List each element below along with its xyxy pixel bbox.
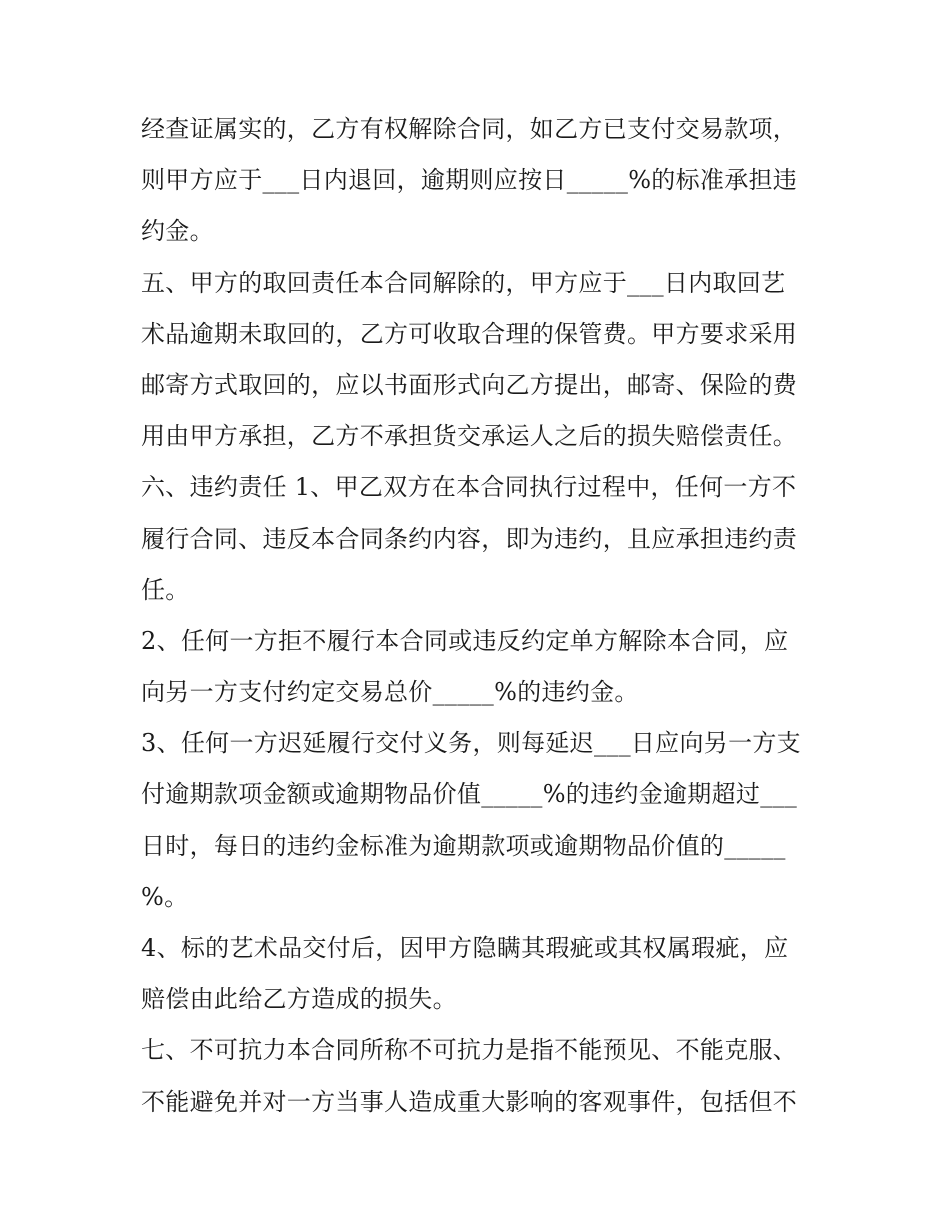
- clause-2-line: 2、任何一方拒不履行本合同或违反约定单方解除本合同，应: [141, 626, 789, 655]
- text-line: 经查证属实的，乙方有权解除合同，如乙方已支付交易款项，: [141, 115, 798, 143]
- section-6-heading-line: 六、违约责任 1、甲乙双方在本合同执行过程中，任何一方不: [141, 473, 797, 502]
- text-line: %。: [141, 882, 189, 911]
- text-line: 赔偿由此给乙方造成的损失。: [141, 985, 457, 1014]
- contract-body-text: [141, 104, 821, 1128]
- text-line: 邮寄方式取回的，应以书面形式向乙方提出，邮寄、保险的费: [141, 370, 798, 399]
- text-line: 不能避免并对一方当事人造成重大影响的客观事件，包括但不: [141, 1087, 798, 1116]
- text-line: 则甲方应于___日内退回，逾期则应按日_____%的标准承担违: [141, 166, 798, 195]
- section-5-heading-line: 五、甲方的取回责任本合同解除的，甲方应于___日内取回艺: [141, 268, 786, 297]
- text-line: 约金。: [141, 217, 214, 246]
- text-line: 任。: [141, 575, 190, 604]
- text-line: 日时，每日的违约金标准为逾期款项或逾期物品价值的_____: [141, 831, 786, 860]
- text-line: 术品逾期未取回的，乙方可收取合理的保管费。甲方要求采用: [141, 319, 798, 348]
- text-line: 履行合同、违反本合同条约内容，即为违约，且应承担违约责: [141, 524, 798, 553]
- clause-3-line: 3、任何一方迟延履行交付义务，则每延迟___日应向另一方支: [141, 729, 801, 758]
- text-line: 用由甲方承担，乙方不承担货交承运人之后的损失赔偿责任。: [141, 422, 798, 451]
- clause-4-line: 4、标的艺术品交付后，因甲方隐瞒其瑕疵或其权属瑕疵，应: [141, 934, 789, 962]
- text-line: 向另一方支付约定交易总价_____%的违约金。: [141, 678, 639, 707]
- section-7-heading-line: 七、不可抗力本合同所称不可抗力是指不能预见、不能克服、: [141, 1036, 798, 1065]
- text-line: 付逾期款项金额或逾期物品价值_____%的违约金逾期超过___: [141, 780, 798, 809]
